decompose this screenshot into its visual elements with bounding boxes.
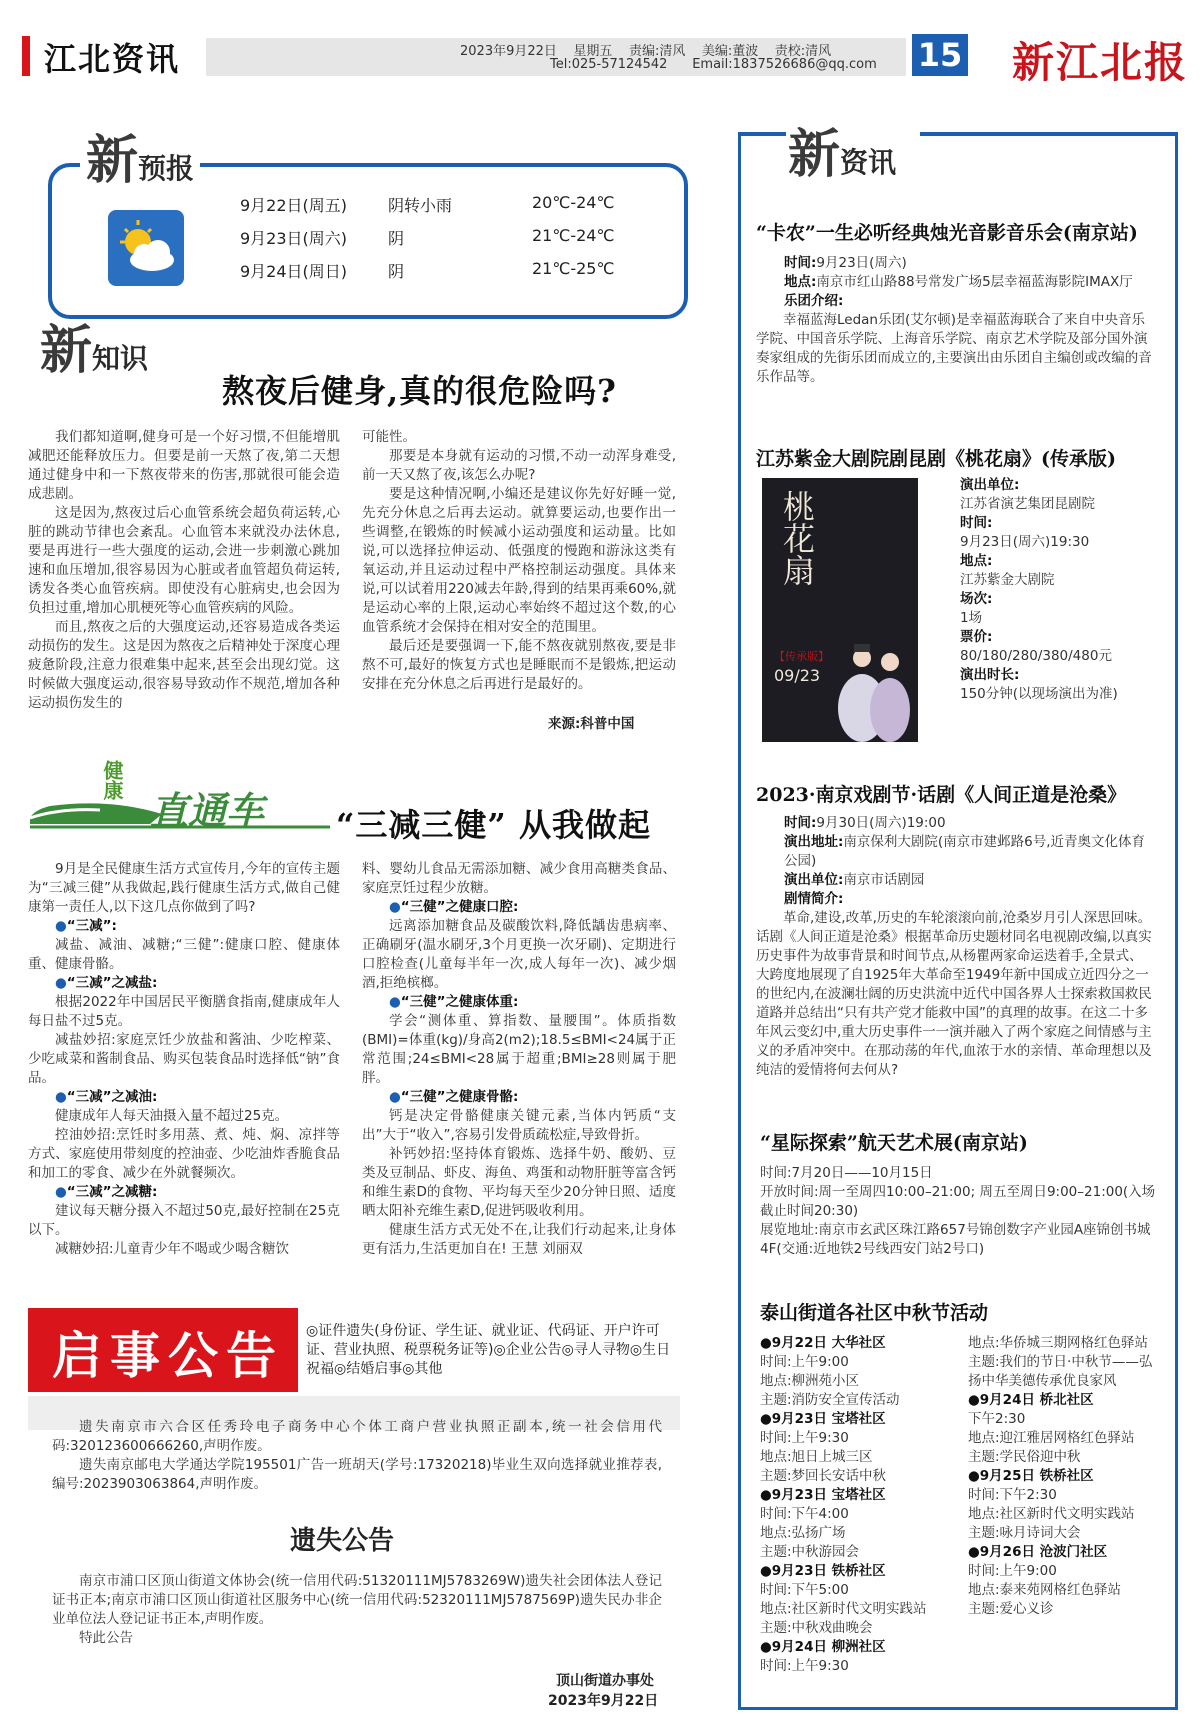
health-badge-main: 直通车 — [150, 789, 265, 833]
forecast-weather: 阴 — [388, 229, 405, 248]
activity-heading: ●9月23日 宝塔社区 — [760, 1411, 886, 1427]
activity-heading: ●9月22日 大华社区 — [760, 1335, 886, 1351]
field-value: 150分钟(以现场演出为准) — [960, 686, 1118, 702]
page-number: 15 — [912, 34, 968, 76]
knowledge-badge: 新知识 — [40, 320, 149, 381]
paragraph: 健康成年人每天油摄入量不超过25克。 — [55, 1108, 289, 1124]
field-label: 演出单位: — [960, 477, 1020, 493]
forecast-date: 9月22日(周五) — [240, 196, 348, 215]
notice-item: 遗失南京邮电大学通达学院195501广告一班胡天(学号:17320218)毕业生双向选择就业推荐表,编号:2023903063864,声明作废。 — [52, 1457, 662, 1492]
field-value: 江苏省演艺集团昆剧院 — [960, 496, 1095, 512]
knowledge-headline: 熬夜后健身,真的很危险吗? — [222, 372, 617, 410]
activity-heading: ●9月23日 宝塔社区 — [760, 1487, 886, 1503]
event-1-title: “卡农”一生必听经典烛光音影音乐会(南京站) — [756, 222, 1138, 244]
paragraph: 钙是决定骨骼健康关键元素,当体内钙质“支出”大于“收入”,容易引发骨质疏松症,导致骨折。 — [362, 1108, 676, 1143]
paragraph: 健康生活方式无处不在,让我们行动起来,让身体更有活力,生活更加自在! 王慧 刘丽双 — [362, 1222, 676, 1257]
subheading — [28, 1088, 340, 1107]
activity-detail: 时间:下午4:00 — [760, 1506, 849, 1522]
activity-detail: 主题:中秋戏曲晚会 — [760, 1620, 873, 1636]
event-2-fields — [960, 476, 1160, 704]
event-5-col-1 — [760, 1334, 960, 1676]
paragraph: 补钙妙招:坚持体育锻炼、选择牛奶、酸奶、豆类及豆制品、虾皮、海鱼、鸡蛋和动物肝脏等富含钙和维生素D的食物、平均每天至少20分钟日照、适度晒太阳补充维生素D,促进钙吸收利用。 — [362, 1146, 676, 1219]
activity-detail: 地点:华侨城三期网格红色驿站 — [968, 1335, 1149, 1351]
paragraph: 最后还是要强调一下,能不熬夜就别熬夜,要是非熬不可,最好的恢复方式也是睡眠而不是锻炼,把运动安排在充分休息之后再进行是最好的。 — [362, 638, 676, 692]
subheading-text: “三健”之健康口腔: — [400, 899, 519, 915]
subheading-text: “三健”之健康体重: — [400, 994, 519, 1010]
forecast-temp: 21℃-24℃ — [532, 226, 615, 245]
subheading-text: “三减”: — [66, 918, 117, 934]
activity-detail: 时间:下午2:30 — [968, 1487, 1057, 1503]
forecast-date: 9月24日(周日) — [240, 262, 348, 281]
forecast-temp: 20℃-24℃ — [532, 193, 615, 212]
article-source: 来源:科普中国 — [548, 716, 635, 732]
bullet-icon: ● — [389, 1089, 401, 1105]
notice-items — [52, 1418, 662, 1494]
activity-heading: ●9月25日 铁桥社区 — [968, 1468, 1094, 1484]
activity-detail: 时间:上午9:30 — [760, 1430, 849, 1446]
poster-date: 09/23 — [774, 666, 821, 685]
info-line: 开放时间:周一至周四10:00–21:00; 周五至周日9:00–21:00(入场截止时间20:30) — [760, 1184, 1156, 1219]
notice-item: 遗失南京市六合区任秀玲电子商务中心个体工商户营业执照正副本,统一社会信用代码:320123600666260,声明作废。 — [52, 1419, 662, 1454]
event-3-body: 时间:9月30日(周六)19:00 演出地址:南京保利大剧院(南京市建邺路6号,近青奥文化体育公园) 演出单位:南京市话剧园 剧情简介: 革命,建设,改革,历史的车轮滚滚向前,沧桑岁月引人深思回味。话剧《人间正道是沧桑》根据革命历史题材同名电视剧改编,以真实历史事件为故事背景和时间节点,从杨瞿两家命运迭着手,全景式、大跨度地展现了自1925年大革命至1949年新中国成立近四分之一的世纪内,在波澜壮阔的历史洪流中近代中国各界人士探索救国救民道路并总结出“只有共产党才能救中国”的真理的故事。在这二十多年风云变幻中,重大历史事件一一演并融入了两个家庭之间情感与主义的矛盾冲突中。在那动荡的年代,血浓于水的亲情、革命理想以及纯洁的爱情将何去何从? — [756, 815, 1152, 1078]
info-line: 时间:7月20日——10月15日 — [760, 1165, 933, 1181]
activity-detail: 主题:我们的节日·中秋节——弘扬中华美德传承优良家风 — [968, 1354, 1153, 1389]
notice-signer-date: 2023年9月22日 — [548, 1693, 659, 1709]
bullet-icon: ● — [55, 975, 67, 991]
lost-notice-title: 遗失公告 — [290, 1526, 395, 1556]
paragraph: 这是因为,熬夜过后心血管系统会超负荷运转,心脏的跳动节律也会紊乱。心血管本来就没办法休息,要是再进行一些大强度的运动,会进一步刺激心跳加速和血压增加,很容易因为心脏或者血管超负荷运转,诱发各类心血管疾病。即使没有心脏病史,也会因为负担过重,增加心肌梗死等心血管疾病的风险。 — [28, 505, 340, 616]
health-badge-top: 健康 — [100, 760, 124, 800]
activity-detail: 时间:下午5:00 — [760, 1582, 849, 1598]
issue-info: 2023年9月22日 星期五 责编:清风 美编:董波 责校:清风 — [460, 44, 832, 59]
bullet-icon: ● — [55, 918, 67, 934]
event-4-title: “星际探索”航天艺术展(南京站) — [760, 1132, 1028, 1154]
paragraph: 学会“测体重、算指数、量腰围”。体质指数(BMI)=体重(kg)/身高2(m2);18.5≤BMI<24属于正常范围;24≤BMI<28属于超重;BMI≥28则属于肥胖。 — [362, 1013, 676, 1086]
bullet-icon: ● — [55, 1184, 67, 1200]
subheading — [28, 917, 340, 936]
field-label: 地点: — [960, 553, 993, 569]
activity-detail: 时间:上午9:30 — [760, 1658, 849, 1674]
news-panel-top-left — [738, 132, 786, 136]
paragraph: 我们都知道啊,健身可是一个好习惯,不但能增肌减肥还能释放压力。但要是前一天熬了夜,第二天想通过健身中和一下熬夜带来的伤害,那就很可能会造成悲剧。 — [28, 429, 340, 502]
subheading — [362, 1088, 676, 1107]
activity-detail: 时间:上午9:00 — [760, 1354, 849, 1370]
event-5-col-2 — [968, 1334, 1160, 1619]
activity-detail: 主题:咏月诗词大会 — [968, 1525, 1081, 1541]
activity-detail: 地点:迎江雅居网格红色驿站 — [968, 1430, 1135, 1446]
subheading-text: “三减”之减油: — [66, 1089, 158, 1105]
paragraph: 9月是全民健康生活方式宣传月,今年的宣传主题为“三减三健”从我做起,践行健康生活方式,做自己健康第一责任人,以下这几点你做到了吗? — [28, 861, 340, 915]
activity-detail: 主题:学民俗迎中秋 — [968, 1449, 1081, 1465]
activity-detail: 主题:消防安全宣传活动 — [760, 1392, 900, 1408]
poster-title: 桃花扇 — [778, 490, 816, 586]
activity-detail: 主题:梦回长安话中秋 — [760, 1468, 887, 1484]
activity-heading: ●9月23日 铁桥社区 — [760, 1563, 886, 1579]
section-title: 江北资讯 — [44, 40, 181, 78]
field-label: 票价: — [960, 629, 993, 645]
activity-detail: 地点:社区新时代文明实践站 — [968, 1506, 1135, 1522]
activity-detail: 主题:爱心义诊 — [968, 1601, 1054, 1617]
paragraph: 减盐、减油、减糖;“三健”:健康口腔、健康体重、健康骨骼。 — [28, 937, 340, 972]
activity-detail: 地点:社区新时代文明实践站 — [760, 1601, 927, 1617]
knowledge-col-1 — [28, 428, 340, 713]
section-marker — [22, 36, 30, 76]
field-value: 江苏紫金大剧院 — [960, 572, 1055, 588]
field-label: 场次: — [960, 591, 993, 607]
paragraph: 可能性。 — [362, 429, 416, 445]
info-line: 展览地址:南京市玄武区珠江路657号锦创数字产业园A座锦创书城4F(交通:近地铁2号线西安门站2号口) — [760, 1222, 1151, 1257]
field-value: 80/180/280/380/480元 — [960, 648, 1112, 664]
knowledge-col-2 — [362, 428, 676, 694]
field-label: 演出时长: — [960, 667, 1020, 683]
forecast-badge: 新预报 — [80, 118, 200, 193]
event-3-title: 2023·南京戏剧节·话剧《人间正道是沧桑》 — [756, 784, 1127, 806]
bullet-icon: ● — [389, 994, 401, 1010]
paragraph: 根据2022年中国居民平衡膳食指南,健康成年人每日盐不过5克。 — [28, 994, 340, 1029]
news-panel-top-right — [920, 132, 1175, 136]
activity-detail: 地点:泰来苑网格红色驿站 — [968, 1582, 1122, 1598]
event-4-body — [760, 1164, 1160, 1259]
forecast-date: 9月23日(周六) — [240, 229, 348, 248]
activity-detail: 地点:弘扬广场 — [760, 1525, 846, 1541]
paragraph: 要是这种情况啊,小编还是建议你先好好睡一觉,先充分休息之后再去运动。就算要运动,也要作出一些调整,在锻炼的时候减小运动强度和运动量。比如说,可以选择拉伸运动、低强度的慢跑和游泳这类有氧运动,并且运动过程中严格控制运动强度。具体来说,可以试着用220减去年龄,得到的结果再乘60%,就是运动心率的上限,运动心率始终不超过这个数,的心血管系统才会保持在相对安全的范围里。 — [362, 486, 676, 635]
activity-detail: 时间:上午9:00 — [968, 1563, 1057, 1579]
activity-detail: 地点:旭日上城三区 — [760, 1449, 873, 1465]
field-value: 1场 — [960, 610, 983, 626]
poster-performers-image — [832, 618, 918, 742]
activity-detail: 地点:柳洲苑小区 — [760, 1373, 860, 1389]
subheading — [28, 974, 340, 993]
activity-heading: ●9月26日 沧波门社区 — [968, 1544, 1108, 1560]
event-2-title: 江苏紫金大剧院剧昆剧《桃花扇》(传承版) — [756, 448, 1116, 470]
paragraph: 远离添加糖食品及碳酸饮料,降低龋齿患病率、正确刷牙(温水刷牙,3个月更换一次牙刷)、定期进行口腔检查(儿童每半年一次,成人每年一次)、减少烟酒,拒绝槟榔。 — [362, 918, 676, 991]
bullet-icon: ● — [55, 1089, 67, 1105]
lost-notice-body: 南京市浦口区顶山街道文体协会(统一信用代码:51320111MJ5783269W)遗失社会团体法人登记证书正本;南京市浦口区顶山街道社区服务中心(统一信用代码:52320111MJ5787569P)遗失民办非企业单位法人登记证书正本,声明作废。 特此公告 — [52, 1573, 662, 1646]
health-headline: “三减三健” 从我做起 — [336, 806, 651, 844]
paragraph: 料、婴幼儿食品无需添加糖、减少食用高糖类食品、家庭烹饪过程少放糖。 — [362, 861, 676, 896]
subheading — [362, 898, 676, 917]
forecast-temp: 21℃-25℃ — [532, 259, 615, 278]
subheading-text: “三减”之减盐: — [66, 975, 158, 991]
notice-signer: 顶山街道办事处 — [556, 1673, 654, 1689]
paragraph: 减盐妙招:家庭烹饪少放盐和酱油、少吃榨菜、少吃咸菜和酱制食品、购买包装食品时选择低“钠”食品。 — [28, 1032, 340, 1086]
field-value: 9月23日(周六)19:30 — [960, 534, 1090, 550]
health-col-1 — [28, 860, 340, 1259]
notice-categories: ◎证件遗失(身份证、学生证、就业证、代码证、开户许可证、营业执照、税票税务证等)◎企业公告◎寻人寻物◎生日祝福◎结婚启事◎其他 — [306, 1323, 671, 1377]
event-1-body: 时间:9月23日(周六) 地点:南京市红山路88号常发广场5层幸福蓝海影院IMAX厅 乐团介绍: 幸福蓝海Ledan乐团(艾尔顿)是幸福蓝海联合了来自中央音乐学院、中国音乐学院、上海音乐学院、南京艺术学院及部分国外演奏家组成的先街乐团而成立的,主要演出由乐团自主编创或改编的音乐作品等。 — [756, 255, 1152, 385]
activity-detail: 主题:中秋游园会 — [760, 1544, 860, 1560]
paragraph: 减糖妙招:儿童青少年不喝或少喝含糖饮 — [55, 1241, 290, 1257]
forecast-weather: 阴转小雨 — [388, 196, 453, 215]
paragraph: 那要是本身就有运动的习惯,不动一动浑身难受,前一天又熬了夜,该怎么办呢? — [362, 448, 676, 483]
bullet-icon: ● — [389, 899, 401, 915]
paragraph: 控油妙招:烹饪时多用蒸、煮、炖、焖、凉拌等方式、家庭使用带刻度的控油壶、少吃油炸香脆食品和加工的零食、减少在外就餐频次。 — [28, 1127, 340, 1181]
poster-subtitle: 【传承版】 — [774, 650, 829, 663]
subheading-text: “三健”之健康骨骼: — [400, 1089, 519, 1105]
event-5-title: 泰山街道各社区中秋节活动 — [760, 1302, 989, 1324]
activity-heading: ●9月24日 桥北社区 — [968, 1392, 1094, 1408]
cloud-sun-icon — [108, 210, 184, 286]
paragraph: 建议每天糖分摄入不超过50克,最好控制在25克以下。 — [28, 1203, 340, 1238]
activity-detail: 下午2:30 — [968, 1411, 1026, 1427]
field-label: 时间: — [960, 515, 993, 531]
event-2-poster — [762, 478, 918, 742]
contact-info: Tel:025-57124542 Email:1837526686@qq.com — [550, 57, 877, 72]
forecast-weather: 阴 — [388, 262, 405, 281]
subheading — [362, 993, 676, 1012]
notice-badge: 启事公告 — [52, 1326, 284, 1385]
subheading-text: “三减”之减糖: — [66, 1184, 158, 1200]
news-badge: 新资讯 — [788, 124, 897, 185]
paragraph: 而且,熬夜之后的大强度运动,还容易造成各类运动损伤的发生。这是因为熬夜之后精神处于深度心理疲惫阶段,注意力很难集中起来,甚至会出现幻觉。这时候做大强度运动,很容易导致动作不规范,增加各种运动损伤发生的 — [28, 619, 340, 711]
activity-heading: ●9月24日 柳洲社区 — [760, 1639, 886, 1655]
subheading — [28, 1183, 340, 1202]
health-col-2 — [362, 860, 676, 1259]
newspaper-logo: 新江北报 — [1012, 38, 1189, 87]
